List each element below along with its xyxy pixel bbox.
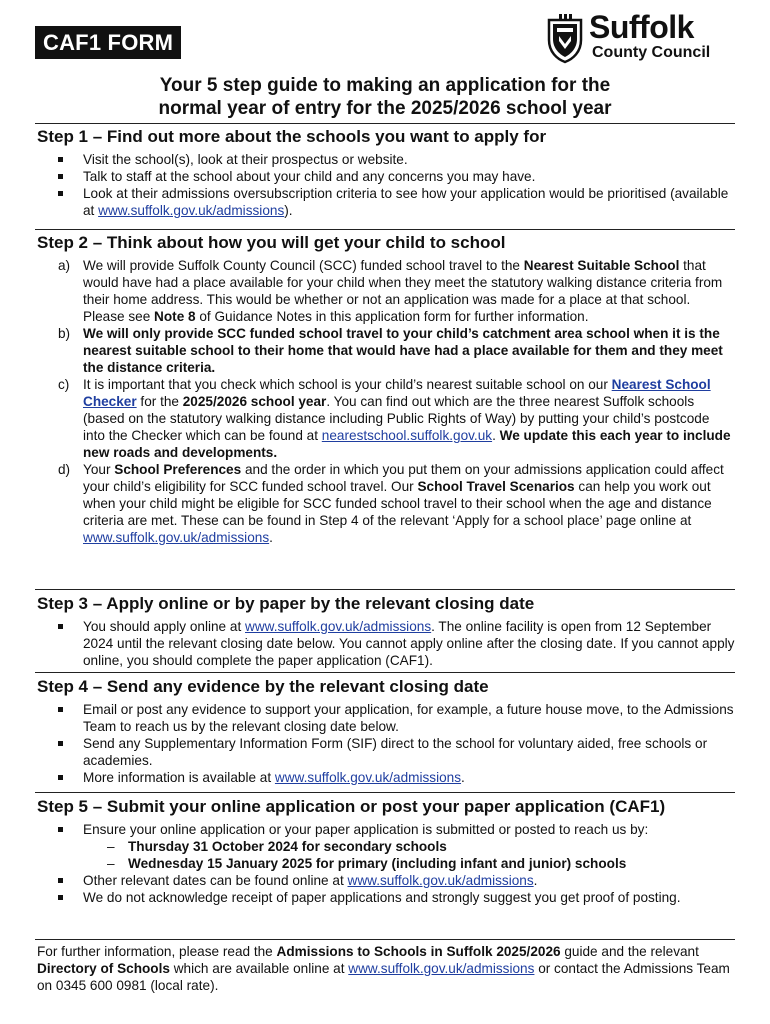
deadline-secondary: – Thursday 31 October 2024 for secondary schools bbox=[37, 838, 735, 855]
logo-wordmark: Suffolk bbox=[589, 9, 694, 45]
step-2-heading: Step 2 – Think about how you will get your child to school bbox=[37, 233, 506, 252]
admissions-link[interactable]: www.suffolk.gov.uk/admissions bbox=[347, 873, 534, 888]
nearest-school-checker-link[interactable]: Nearest School Checker bbox=[83, 377, 711, 409]
title-line-2: normal year of entry for the 2025/2026 school year bbox=[158, 98, 612, 119]
list-item: Talk to staff at the school about your child and any concerns you may have. bbox=[37, 168, 735, 185]
nearestschool-link[interactable]: nearestschool.suffolk.gov.uk bbox=[321, 428, 493, 443]
list-item: We do not acknowledge receipt of paper applications and strongly suggest you get proof of posting. bbox=[37, 889, 735, 906]
list-item: d) Your School Preferences and the order in which you put them on your admissions application could affect your child’s eligibility for SCC funded school travel. Our School Travel Scenarios can help you work out when your child might be eligible for SCC funded school travel to their school when the age and distance criteria are met. These can be found in Step 4 of the relevant ‘Apply for a school place’ page online at www.suffolk.gov.uk/admissions. bbox=[58, 462, 724, 545]
admissions-link[interactable]: www.suffolk.gov.uk/admissions bbox=[98, 203, 285, 218]
step-4-heading: Step 4 – Send any evidence by the relevant closing date bbox=[37, 677, 489, 696]
admissions-link[interactable]: www.suffolk.gov.uk/admissions bbox=[348, 961, 535, 976]
title-line-1: Your 5 step guide to making an application for the bbox=[159, 75, 611, 96]
step-3-heading: Step 3 – Apply online or by paper by the relevant closing date bbox=[37, 594, 535, 613]
page-title bbox=[80, 74, 690, 120]
list-item: You should apply online at www.suffolk.gov.uk/admissions. The online facility is open from 12 September 2024 until the relevant closing date below. You cannot apply online after the closing date. If you cannot apply online, you should complete the paper application (CAF1). bbox=[37, 618, 735, 669]
step-5-section bbox=[37, 797, 735, 906]
step-5-heading: Step 5 – Submit your online application or post your paper application (CAF1) bbox=[37, 797, 666, 816]
suffolk-logo bbox=[545, 9, 715, 66]
list-item: Email or post any evidence to support your application, for example, a future house move, to the Admissions Team to reach us by the relevant closing date below. bbox=[37, 701, 735, 735]
divider bbox=[35, 792, 735, 793]
list-item: Visit the school(s), look at their prospectus or website. bbox=[37, 151, 735, 168]
list-item: c) It is important that you check which school is your child’s nearest suitable school on our Nearest School Checker for the 2025/2026 school year. You can find out which are the three nearest Suffolk schools (based on the statutory walking distance including Public Rights of Way) by putting your child’s postcode into the Checker which can be found at nearestschool.suffolk.gov.uk. We update this each year to include new roads and developments. bbox=[58, 377, 731, 460]
divider bbox=[35, 589, 735, 590]
logo-subtitle: County Council bbox=[592, 44, 711, 61]
step-4-section bbox=[37, 677, 735, 786]
divider bbox=[35, 672, 735, 673]
list-item: Ensure your online application or your paper application is submitted or posted to reach us by: bbox=[37, 821, 735, 838]
footer-note: For further information, please read the Admissions to Schools in Suffolk 2025/2026 guide and the relevant Directory of Schools which are available online at www.suffolk.gov.uk/admissions or contact the Admissions Team on 0345 600 0981 (local rate). bbox=[37, 944, 730, 993]
admissions-link[interactable]: www.suffolk.gov.uk/admissions bbox=[274, 770, 462, 785]
step-1-heading: Step 1 – Find out more about the schools you want to apply for bbox=[37, 127, 547, 146]
list-item: Look at their admissions oversubscription criteria to see how your application would be prioritised (available at www.suffolk.gov.uk/admissions). bbox=[37, 185, 735, 219]
step-2-section bbox=[37, 233, 735, 546]
form-label-badge: CAF1 FORM bbox=[35, 26, 181, 59]
list-item: More information is available at www.suffolk.gov.uk/admissions. bbox=[37, 769, 735, 786]
list-item: a) We will provide Suffolk County Council (SCC) funded school travel to the Nearest Suitable School that would have had a place available for your child when they meet the statutory walking distance criteria from their home address. This would be whether or not an application was made for a place at that school. Please see Note 8 of Guidance Notes in this application form for further information. bbox=[58, 258, 723, 324]
step-3-section bbox=[37, 594, 735, 669]
deadline-primary: – Wednesday 15 January 2025 for primary (including infant and junior) schools bbox=[37, 855, 735, 872]
list-item: Other relevant dates can be found online at www.suffolk.gov.uk/admissions. bbox=[37, 872, 735, 889]
crest-icon bbox=[545, 14, 585, 64]
list-item: Send any Supplementary Information Form (SIF) direct to the school for voluntary aided, free schools or academies. bbox=[37, 735, 735, 769]
list-item: b) We will only provide SCC funded school travel to your child’s catchment area school when it is the nearest suitable school to their home that would have had a place available for them and they meet the distance criteria. bbox=[58, 326, 723, 375]
step-1-section bbox=[37, 127, 735, 219]
divider bbox=[35, 939, 735, 940]
divider bbox=[35, 123, 735, 124]
admissions-link[interactable]: www.suffolk.gov.uk/admissions bbox=[245, 619, 432, 634]
divider bbox=[35, 229, 735, 230]
admissions-link[interactable]: www.suffolk.gov.uk/admissions bbox=[83, 530, 270, 545]
